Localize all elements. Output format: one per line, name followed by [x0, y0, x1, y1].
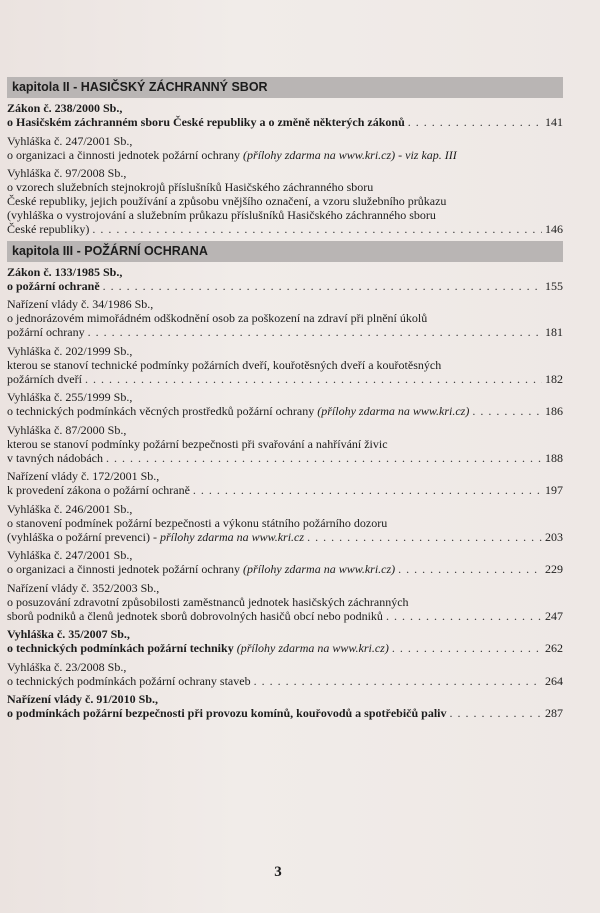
entry-text [7, 404, 469, 418]
entry-text-line: kterou se stanoví podmínky požární bezpečnosti při svařování a nahřívání živic [7, 436, 388, 451]
entry-text [7, 222, 89, 236]
dot-leader [398, 562, 542, 576]
entry-page-number: 181 [545, 325, 563, 339]
entry-last-line [7, 115, 563, 129]
entry-last-line [7, 706, 563, 720]
entry-text-line: Vyhláška č. 35/2007 Sb., [7, 627, 130, 641]
entry-text-line: (vyhláška o vystrojování a služebním průkazu příslušníků Hasičského záchranného sboru [7, 208, 436, 222]
entry-description: o Hasičském záchranném sboru České republiky a o změně některých zákonů [7, 115, 405, 129]
entry-description: o požární ochraně [7, 278, 100, 293]
entry-description: o technických podmínkách požární ochrany staveb [7, 673, 251, 688]
entry-last-line [7, 404, 563, 418]
entry-italic-note: (přílohy zdarma na www.kri.cz) [243, 562, 396, 576]
entry-text-line: o vzorech služebních stejnokrojů příslušníků Hasičského záchranného sboru [7, 180, 374, 194]
toc-entry [7, 101, 563, 129]
dot-leader [106, 451, 542, 465]
entry-text-line: o posuzování zdravotní způsobilosti zaměstnanců jednotek hasičských záchranných [7, 594, 409, 609]
chapter-heading: kapitola III - POŽÁRNÍ OCHRANA [7, 241, 563, 262]
dot-leader [386, 609, 542, 623]
entry-page-number: 264 [545, 673, 563, 688]
dot-leader [408, 115, 542, 129]
entry-text [7, 483, 190, 497]
entry-page-number: 197 [545, 483, 563, 497]
entry-text-line: Vyhláška č. 97/2008 Sb., [7, 166, 127, 180]
entry-page-number: 182 [545, 371, 563, 386]
table-of-contents [7, 77, 563, 725]
entry-last-line [7, 674, 563, 688]
entry-page-number: 203 [545, 529, 563, 544]
entry-page-number: 287 [545, 706, 563, 720]
toc-entry [7, 134, 563, 162]
entry-text [7, 641, 389, 655]
entry-description: o technických podmínkách věcných prostředků požární ochrany [7, 404, 318, 418]
entry-text [7, 674, 251, 688]
entry-last-line [7, 562, 563, 576]
dot-leader [193, 483, 542, 497]
toc-entry [7, 423, 563, 465]
dot-leader [103, 279, 542, 293]
entry-text-line: Vyhláška č. 247/2001 Sb., [7, 548, 133, 562]
entry-text-line: Nařízení vlády č. 352/2003 Sb., [7, 580, 160, 595]
entry-description: o organizaci a činnosti jednotek požární ochrany [7, 562, 244, 576]
dot-leader [472, 404, 542, 418]
toc-entry [7, 627, 563, 655]
entry-text-line: Zákon č. 133/1985 Sb., [7, 264, 123, 279]
entry-text [7, 609, 383, 623]
entry-description: České republiky) [7, 222, 90, 236]
entry-description: o podmínkách požární bezpečnosti při provozu komínů, kouřovodů a spotřebičů paliv [7, 706, 447, 720]
toc-entry [7, 502, 563, 544]
entry-page-number: 262 [545, 641, 563, 655]
toc-entry [7, 265, 563, 293]
entry-page-number: 146 [545, 222, 563, 236]
entry-last-line [7, 641, 563, 655]
toc-entry [7, 581, 563, 623]
dot-leader [307, 530, 542, 544]
dot-leader [88, 325, 542, 339]
dot-leader [254, 674, 542, 688]
entry-text [7, 325, 85, 339]
dot-leader [92, 222, 542, 236]
entry-description: (vyhláška o požární prevenci) - [7, 529, 160, 544]
toc-entry [7, 390, 563, 418]
entry-italic-note: (přílohy zdarma na www.kri.cz) [236, 641, 389, 655]
entry-description: sborů podniků a členů jednotek sborů dobrovolných hasičů obcí nebo podniků [7, 608, 383, 623]
toc-entry [7, 344, 563, 386]
entry-text [7, 706, 447, 720]
entry-text-line: Vyhláška č. 87/2000 Sb., [7, 422, 127, 437]
dot-leader [392, 641, 542, 655]
entry-italic-note: (přílohy zdarma na www.kri.cz) [317, 404, 470, 418]
entry-text [7, 372, 82, 386]
entry-page-number: 155 [545, 278, 563, 293]
entry-page-number: 186 [545, 404, 563, 418]
entry-last-line [7, 222, 563, 236]
entry-page-number: 188 [545, 450, 563, 465]
entry-last-line [7, 451, 563, 465]
entry-last-line [7, 372, 563, 386]
entry-text [7, 530, 304, 544]
entry-last-line [7, 279, 563, 293]
entry-italic-note: přílohy zdarma na www.kri.cz [159, 529, 305, 544]
entry-page-number: 141 [545, 115, 563, 129]
entry-last-line [7, 483, 563, 497]
entry-description: požárních dveří [7, 371, 82, 386]
entry-text [7, 148, 457, 162]
entry-text-line: Vyhláška č. 255/1999 Sb., [7, 390, 133, 404]
entry-text-line: Nařízení vlády č. 91/2010 Sb., [7, 692, 159, 706]
entry-text-line: o jednorázovém mimořádném odškodnění osob za poškození na zdraví při plnění úkolů [7, 311, 428, 325]
entry-text-line: Nařízení vlády č. 34/1986 Sb., [7, 297, 154, 311]
entry-text-line: Vyhláška č. 247/2001 Sb., [7, 133, 133, 148]
toc-entry [7, 692, 563, 720]
entry-text [7, 115, 405, 129]
entry-text-line: kterou se stanoví technické podmínky požárních dveří, kouřotěsných dveří a kouřotěsných [7, 357, 442, 372]
entry-description: k provedení zákona o požární ochraně [7, 483, 190, 497]
entry-last-line [7, 148, 563, 162]
entry-text-line: Nařízení vlády č. 172/2001 Sb., [7, 469, 160, 483]
chapter-heading: kapitola II - HASIČSKÝ ZÁCHRANNÝ SBOR [7, 77, 563, 98]
toc-entry [7, 660, 563, 688]
entry-text-line: Vyhláška č. 246/2001 Sb., [7, 501, 133, 516]
entry-text-line: o stanovení podmínek požární bezpečnosti a výkonu státního požárního dozoru [7, 515, 388, 530]
entry-last-line [7, 609, 563, 623]
entry-last-line [7, 530, 563, 544]
entry-text-line: Vyhláška č. 23/2008 Sb., [7, 659, 127, 674]
toc-entry [7, 297, 563, 339]
toc-entry [7, 469, 563, 497]
entry-description: o organizaci a činnosti jednotek požární ochrany [7, 147, 244, 162]
entry-text [7, 451, 103, 465]
dot-leader [85, 372, 542, 386]
entry-description: požární ochrany [7, 325, 85, 339]
dot-leader [450, 706, 542, 720]
entry-page-number: 247 [545, 608, 563, 623]
entry-text-line: Vyhláška č. 202/1999 Sb., [7, 343, 133, 358]
entry-description: v tavných nádobách [7, 450, 103, 465]
entry-text [7, 562, 395, 576]
page-number: 3 [274, 864, 282, 880]
entry-last-line [7, 325, 563, 339]
entry-italic-note: (přílohy zdarma na www.kri.cz) - viz kap. III [243, 147, 457, 162]
entry-page-number: 229 [545, 562, 563, 576]
toc-entry [7, 548, 563, 576]
entry-text [7, 279, 100, 293]
entry-description: o technických podmínkách požární techniky [7, 641, 237, 655]
entry-text-line: Zákon č. 238/2000 Sb., [7, 101, 123, 115]
toc-entry [7, 166, 563, 236]
entry-text-line: České republiky, jejich používání a způsobu vnějšího označení, a vzoru služebního průkazu [7, 194, 447, 208]
